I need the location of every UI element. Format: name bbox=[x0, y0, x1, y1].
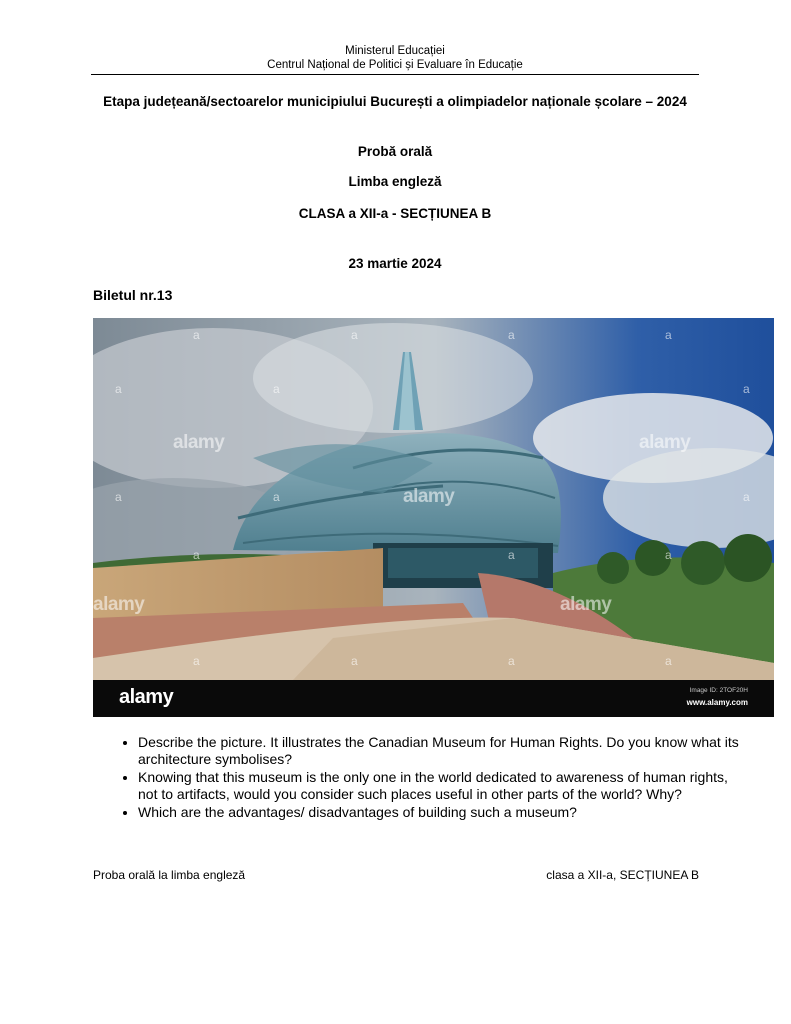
museum-photo bbox=[93, 318, 774, 717]
watermark-mark: a bbox=[273, 490, 280, 504]
watermark-text: alamy bbox=[173, 432, 225, 453]
alamy-logo: alamy bbox=[119, 686, 174, 708]
watermark-mark: a bbox=[351, 328, 358, 342]
exam-type: Probă orală bbox=[357, 144, 433, 159]
watermark-mark: a bbox=[508, 654, 515, 668]
watermark-mark: a bbox=[193, 548, 200, 562]
image-caption-bar bbox=[93, 680, 774, 717]
watermark-mark: a bbox=[665, 328, 672, 342]
question-list bbox=[100, 734, 744, 822]
document-title: Etapa județeană/sectoarelor municipiului București a olimpiadelor naționale școlare – 2024 bbox=[103, 94, 687, 109]
exam-date: 23 martie 2024 bbox=[348, 256, 442, 271]
watermark-mark: a bbox=[351, 654, 358, 668]
watermark-mark: a bbox=[743, 490, 750, 504]
question-item: • Describe the picture. It illustrates the Canadian Museum for Human Rights. Do you know what its architecture symbolises? bbox=[138, 734, 744, 768]
header-divider bbox=[91, 74, 699, 75]
ministry-name: Ministerul Educației bbox=[345, 45, 445, 57]
watermark-mark: a bbox=[115, 490, 122, 504]
footer-right: clasa a XII-a, SECȚIUNEA B bbox=[546, 868, 699, 882]
ticket-number: Biletul nr.13 bbox=[93, 287, 173, 303]
image-source-url: www.alamy.com bbox=[686, 698, 748, 707]
watermark-mark: a bbox=[273, 382, 280, 396]
watermark-text: alamy bbox=[639, 432, 691, 453]
watermark-mark: a bbox=[665, 654, 672, 668]
watermark-mark: a bbox=[743, 382, 750, 396]
watermark-mark: a bbox=[115, 382, 122, 396]
question-item: • Which are the advantages/ disadvantages of building such a museum? bbox=[138, 804, 744, 821]
question-item: • Knowing that this museum is the only one in the world dedicated to awareness of human rights, not to artifacts, would you consider such places useful in other parts of the world? Why? bbox=[138, 769, 744, 803]
image-id: Image ID: 2TOF20H bbox=[689, 687, 748, 694]
watermark-text: alamy bbox=[403, 486, 455, 507]
watermark-text: alamy bbox=[93, 594, 145, 615]
grade-section: CLASA a XII-a - SECȚIUNEA B bbox=[298, 206, 492, 221]
watermark-text: alamy bbox=[560, 594, 612, 615]
watermark-mark: a bbox=[193, 328, 200, 342]
watermark-mark: a bbox=[665, 548, 672, 562]
subject: Limba engleză bbox=[348, 174, 442, 189]
center-name: Centrul Național de Politici și Evaluare în Educație bbox=[267, 59, 523, 71]
footer-left: Proba orală la limba engleză bbox=[93, 868, 246, 882]
watermark-mark: a bbox=[508, 548, 515, 562]
document-header bbox=[90, 44, 700, 72]
watermark-mark: a bbox=[508, 328, 515, 342]
watermark-mark: a bbox=[193, 654, 200, 668]
